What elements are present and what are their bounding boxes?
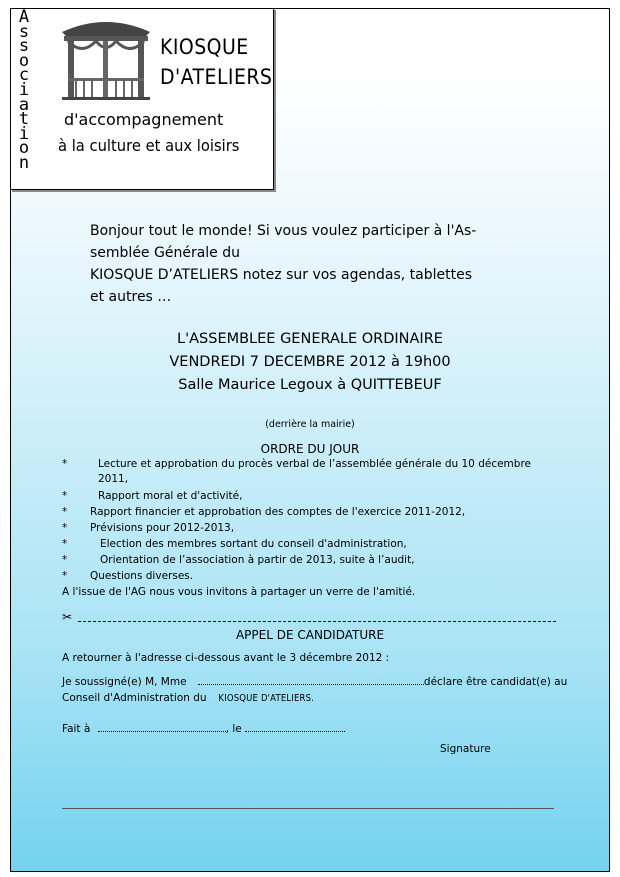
headline-location: Salle Maurice Legoux à QUITTEBEUF <box>178 377 442 393</box>
intro-line: Bonjour tout le monde! Si vous voulez participer à l'As- <box>90 223 477 239</box>
soussigne-label: Je soussigné(e) M, Mme <box>62 676 187 688</box>
form-line-soussigne <box>62 676 567 688</box>
return-instruction: A retourner à l'adresse ci-dessous avant le 3 décembre 2012 : <box>62 652 390 664</box>
vertical-association-text: Association <box>18 7 30 173</box>
agenda-bullet: * <box>62 570 68 582</box>
headline-date: VENDREDI 7 DECEMBRE 2012 à 19h00 <box>169 354 451 370</box>
form-line-fait <box>62 723 345 735</box>
conseil-brand: KIOSQUE D'ATELIERS. <box>218 693 314 704</box>
agenda-text: Prévisions pour 2012-2013, <box>90 522 235 534</box>
form-line-conseil <box>62 692 322 704</box>
logo-brand-line1: KIOSQUE <box>160 35 249 59</box>
agenda-bullet: * <box>62 490 68 502</box>
aperitif-note: A l'issue de l'AG nous vous invitons à partager un verre de l'amitié. <box>62 586 416 598</box>
meeting-headline <box>60 328 560 397</box>
gazebo-icon <box>58 16 154 100</box>
scissors-icon: ✂ <box>62 612 73 624</box>
conseil-label: Conseil d'Administration du <box>62 692 207 704</box>
cut-line <box>62 612 556 626</box>
agenda-bullet: * <box>62 522 68 534</box>
logo-subtitle-1: d'accompagnement <box>64 110 224 129</box>
agenda-text: Questions diverses. <box>90 570 194 582</box>
logo-brand <box>160 32 272 92</box>
agenda-bullet: * <box>62 554 68 566</box>
declare-label: déclare être candidat(e) au <box>423 676 568 688</box>
place-field[interactable] <box>98 723 226 732</box>
intro-line: et autres … <box>90 289 172 305</box>
headline-title: L'ASSEMBLEE GENERALE ORDINAIRE <box>177 331 443 347</box>
dashed-divider <box>78 621 556 622</box>
location-note: (derrière la mairie) <box>265 419 355 430</box>
intro-line: KIOSQUE D’ATELIERS notez sur vos agendas, tablettes <box>90 267 472 283</box>
logo-subtitle-2: à la culture et aux loisirs <box>58 136 240 155</box>
agenda-text: Rapport financier et approbation des comptes de l'exercice 2011-2012, <box>90 506 466 518</box>
agenda-text: Election des membres sortant du conseil d'administration, <box>100 538 407 550</box>
name-field[interactable] <box>198 676 424 685</box>
agenda-text: Lecture et approbation du procès verbal de l’assemblée générale du 10 décembre <box>98 458 531 470</box>
agenda-text: Orientation de l’association à partir de 2013, suite à l’audit, <box>100 554 415 566</box>
agenda-bullet: * <box>62 538 68 550</box>
date-field[interactable] <box>245 723 345 732</box>
signature-line[interactable] <box>62 808 554 809</box>
signature-label: Signature <box>440 743 491 755</box>
candidature-title: APPEL DE CANDIDATURE <box>235 628 385 642</box>
agenda-title: ORDRE DU JOUR <box>260 442 360 456</box>
agenda-bullet: * <box>62 506 68 518</box>
agenda-text: Rapport moral et d'activité, <box>98 490 243 502</box>
le-label: , le <box>225 723 242 735</box>
agenda-text: 2011, <box>98 473 129 485</box>
intro-line: semblée Générale du <box>90 245 240 261</box>
logo-brand-line2: D'ATELIERS <box>160 65 273 89</box>
fait-label: Fait à <box>62 723 91 735</box>
agenda-bullet: * <box>62 458 68 470</box>
intro-paragraph <box>90 220 550 308</box>
